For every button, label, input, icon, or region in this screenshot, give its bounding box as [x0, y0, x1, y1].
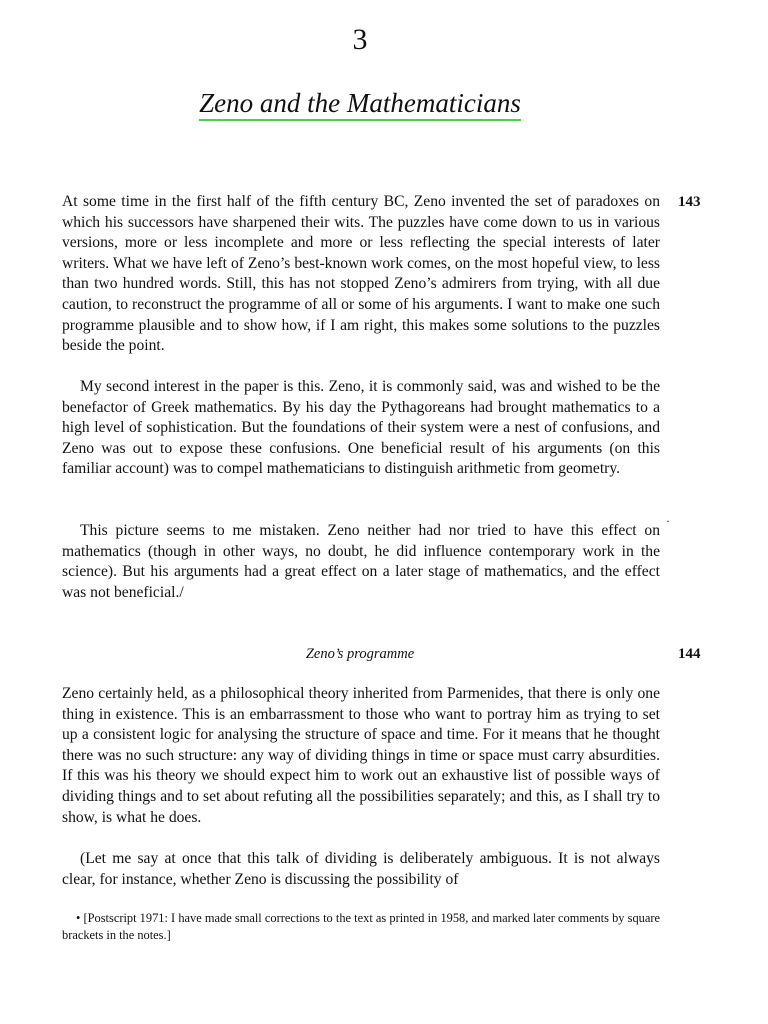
footnote-marker: • — [76, 911, 81, 925]
body-paragraph-2: My second interest in the paper is this. Zeno, it is commonly said, was and wished to be the benefactor of Greek mathematics. By his day the Pythagoreans had brought mathematics to a high level of sophistication. But the foundations of their system were a nest of confusions, and Zeno was out to expose these confusions. One beneficial result of his arguments (on this familiar account) was to compel mathematicians to distinguish arithmetic from geometry. — [62, 378, 660, 478]
footnote-text: [Postscript 1971: I have made small corrections to the text as printed in 1958, and marked later comments by square brackets in the notes.] — [62, 911, 660, 942]
margin-number-144: 144 — [678, 646, 701, 662]
section-paragraph-2: (Let me say at once that this talk of dividing is deliberately ambiguous. It is not always clear, for instance, whether Zeno is discussing the possibility of — [62, 850, 660, 888]
chapter-title-text: Zeno and the Mathematicians — [199, 88, 521, 121]
footnote — [62, 910, 660, 944]
section-heading: Zeno’s programme — [305, 646, 415, 662]
margin-number-143: 143 — [678, 194, 701, 210]
chapter-number: 3 — [352, 23, 368, 56]
body-paragraph-1: At some time in the first half of the fifth century BC, Zeno invented the set of paradoxes on which his successors have sharpened their wits. The puzzles have come down to us in various versions, more or less incomplete and more or less reflecting the special interests of later writers. What we have left of Zeno’s best-known work comes, on the most hopeful view, to less than two hundred words. Still, this has not stopped Zeno’s admirers from trying, with all due caution, to reconstruct the programme of all or some of his arguments. I want to make one such programme plausible and to show how, if I am right, this makes some solutions to the puzzles beside the point. — [62, 193, 660, 355]
stray-mark: · — [666, 514, 670, 528]
section-paragraph-1: Zeno certainly held, as a philosophical theory inherited from Parmenides, that there is only one thing in existence. This is an embarrassment to those who want to portray him as trying to set up a consistent logic for analysing the structure of space and time. For it means that he thought there was no such structure: any way of dividing things in time or space must carry absurdities. If this was his theory we should expect him to work out an exhaustive list of possible ways of dividing things and to set about refuting all the possibilities separately; and this, as I shall try to show, is what he does. — [62, 685, 660, 826]
body-paragraph-3: This picture seems to me mistaken. Zeno neither had nor tried to have this effect on mathematics (though in other ways, no doubt, he did influence contemporary work in the science). But his arguments had a great effect on a later stage of mathematics, and the effect was not beneficial./ — [62, 522, 660, 601]
chapter-title — [0, 86, 720, 120]
